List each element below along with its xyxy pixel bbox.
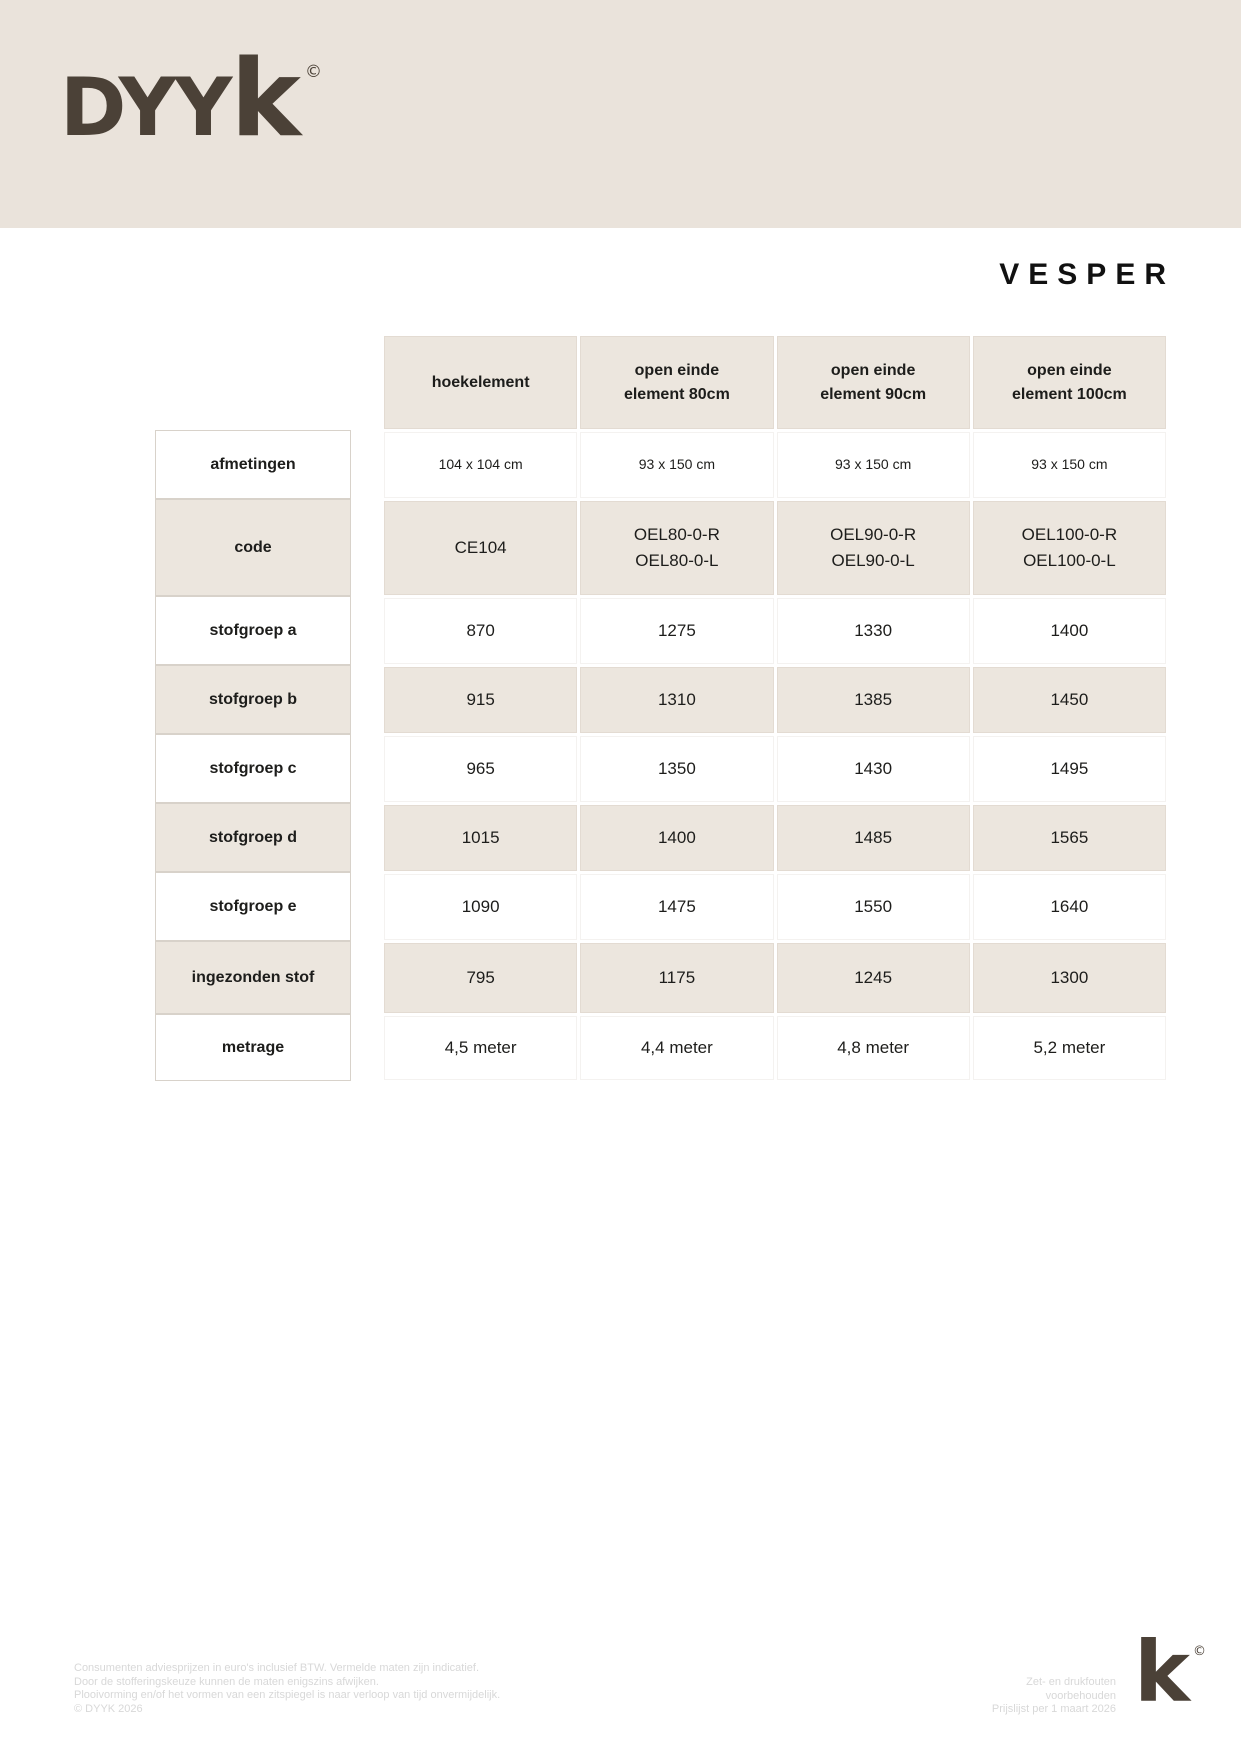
column-header-line: hoekelement [431, 373, 530, 391]
price-cell [973, 432, 1166, 498]
price-cell [973, 1016, 1166, 1080]
price-cell [580, 943, 773, 1013]
price-cell [384, 736, 577, 802]
column-header-cell [580, 336, 773, 429]
price-cell-line: 1300 [1050, 967, 1089, 987]
price-cell-line: 1245 [854, 967, 893, 987]
footer-line: Zet- en drukfouten [1026, 1676, 1116, 1688]
row-label-cell [155, 665, 351, 734]
column-header-line: open einde [634, 361, 720, 379]
price-cell [384, 1016, 577, 1080]
price-cell [384, 667, 577, 733]
price-cell-line: 1385 [854, 689, 893, 709]
price-cell-line: 5,2 meter [1033, 1037, 1106, 1057]
row-label: stofgroep a [209, 621, 297, 639]
price-cell-line: 1350 [657, 758, 696, 778]
price-cell [973, 874, 1166, 940]
price-cell [580, 667, 773, 733]
price-cell-line: 1550 [854, 896, 893, 916]
row-label-cell [155, 734, 351, 803]
price-cell-line: 1090 [461, 896, 500, 916]
price-cell [777, 874, 970, 940]
price-cell [973, 667, 1166, 733]
price-cell [973, 805, 1166, 871]
footer-line: Plooivorming en/of het vormen van een zitspiegel is naar verloop van tijd onvermijdelijk. [74, 1689, 501, 1701]
price-cell-line: 795 [466, 967, 495, 987]
footer-brand-k [1134, 1622, 1206, 1748]
price-cell-line: 1400 [1050, 620, 1089, 640]
price-cell [973, 598, 1166, 664]
price-cell [580, 805, 773, 871]
price-cell [384, 432, 577, 498]
price-cell [777, 1016, 970, 1080]
price-cell [580, 1016, 773, 1080]
footer-brand-k-glyph: k [1134, 1623, 1190, 1721]
brand-logo-text: DYY [60, 61, 231, 154]
price-cell-line: CE104 [454, 537, 507, 557]
column-header-line: element 80cm [623, 385, 730, 403]
brand-logo-k: k [230, 37, 299, 160]
price-cell [580, 736, 773, 802]
row-label: code [234, 538, 272, 556]
price-cell [777, 598, 970, 664]
row-label-cell [155, 941, 351, 1014]
price-cell-line: 915 [466, 689, 495, 709]
price-cell-line: 93 x 150 cm [638, 456, 715, 473]
column-header-cell [777, 336, 970, 429]
price-cell-line: 1475 [657, 896, 696, 916]
price-cell-line: 1640 [1050, 896, 1089, 916]
price-cell [777, 805, 970, 871]
footer-line: Door de stofferingskeuze kunnen de maten enigszins afwijken. [74, 1675, 379, 1688]
footer-line: © DYYK 2026 [74, 1702, 143, 1715]
price-cell-line: 1310 [657, 689, 696, 709]
price-cell-line: 1175 [658, 967, 696, 987]
row-label-column [155, 430, 351, 1081]
price-cell [580, 874, 773, 940]
price-cell-line: 1450 [1050, 689, 1089, 709]
price-cell [777, 501, 970, 595]
column-header-line: element 100cm [1012, 385, 1127, 403]
copyright-icon: © [304, 62, 322, 82]
column-header-cell [973, 336, 1166, 429]
price-cell-line: OEL80-0-R [633, 524, 720, 544]
page-title: VESPER [999, 258, 1175, 291]
price-cell-line: 1485 [854, 827, 893, 847]
row-label-cell [155, 499, 351, 596]
row-label-cell [155, 872, 351, 941]
price-cell [777, 667, 970, 733]
price-cell-line: 1275 [657, 620, 696, 640]
price-cell-line: OEL100-0-L [1023, 551, 1116, 570]
row-label: stofgroep d [209, 828, 297, 846]
price-cell-line: OEL90-0-L [831, 551, 915, 570]
row-label-cell [155, 803, 351, 872]
footer-line: voorbehouden [1045, 1689, 1116, 1702]
price-cell [777, 943, 970, 1013]
price-cell [580, 598, 773, 664]
price-cell [384, 598, 577, 664]
row-label: ingezonden stof [191, 968, 315, 986]
price-cell-line: 4,8 meter [837, 1037, 910, 1057]
price-cell-line: 1400 [657, 827, 696, 847]
price-cell [973, 736, 1166, 802]
price-cell-line: 93 x 150 cm [1031, 456, 1108, 473]
row-label: stofgroep e [209, 897, 297, 915]
price-cell-line: 1330 [854, 620, 893, 640]
price-cell [580, 432, 773, 498]
price-cell-line: 1495 [1050, 758, 1089, 778]
price-cell-line: OEL100-0-R [1021, 524, 1118, 544]
row-label-cell [155, 1014, 351, 1081]
price-cell [973, 501, 1166, 595]
column-header-line: element 90cm [820, 385, 927, 403]
price-cell-line: 104 x 104 cm [438, 456, 523, 473]
price-cell-line: 4,4 meter [640, 1037, 713, 1057]
price-cell [384, 805, 577, 871]
price-cell-line: 1565 [1050, 827, 1089, 847]
price-cell-line: 1430 [854, 758, 893, 778]
price-cell-line: OEL80-0-L [635, 551, 719, 570]
row-label: stofgroep b [209, 690, 297, 708]
row-label-cell [155, 430, 351, 499]
row-label: afmetingen [210, 455, 296, 473]
row-label-cell [155, 596, 351, 665]
price-cell [384, 874, 577, 940]
price-cell [384, 501, 577, 595]
column-header-line: open einde [1027, 361, 1112, 379]
price-cell [580, 501, 773, 595]
price-cell-line: 965 [466, 758, 495, 778]
footer-disclaimer [74, 1662, 500, 1716]
price-cell-line: 93 x 150 cm [834, 456, 912, 473]
footer-line: Prijslijst per 1 maart 2026 [991, 1703, 1116, 1715]
price-cell [777, 736, 970, 802]
price-cell [973, 943, 1166, 1013]
column-header-line: open einde [830, 361, 916, 379]
price-cell-line: 4,5 meter [444, 1037, 517, 1057]
row-label: metrage [221, 1038, 285, 1056]
price-grid [384, 336, 1166, 1080]
footer-copyright-icon: © [1193, 1644, 1206, 1659]
price-cell [384, 943, 577, 1013]
footer-note [992, 1676, 1116, 1717]
price-cell-line: 1015 [461, 827, 500, 847]
price-cell [777, 432, 970, 498]
row-label: stofgroep c [209, 759, 297, 777]
price-cell-line: 870 [466, 620, 495, 640]
price-cell-line: OEL90-0-R [830, 524, 917, 544]
footer-line: Consumenten adviesprijzen in euro's inclusief BTW. Vermelde maten zijn indicatief. [74, 1662, 480, 1674]
column-header-cell [384, 336, 577, 429]
